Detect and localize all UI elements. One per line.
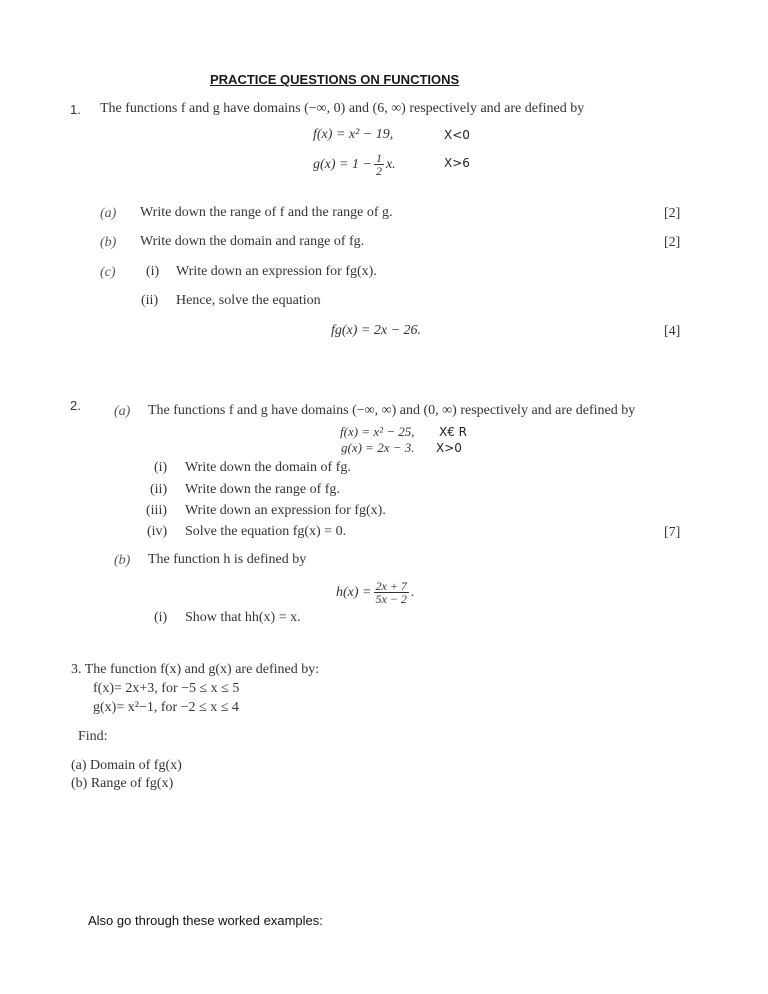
h-lhs: h(x) = [336, 584, 372, 600]
part-text: (a) Domain of fg(x) [71, 758, 182, 773]
g-definition: g(x)= x²−1, for −2 ≤ x ≤ 4 [93, 700, 239, 715]
subpart-number: (iv) [147, 524, 168, 539]
question-intro: The functions f and g have domains (−∞, 0) and (6, ∞) respectively and are defined by [100, 101, 585, 116]
part-text: (b) Range of fg(x) [71, 776, 174, 791]
subpart-text: Write down an expression for fg(x). [185, 503, 386, 518]
marks: [2] [664, 235, 681, 250]
subpart-number: (i) [154, 460, 168, 475]
fraction-denominator: 2 [375, 164, 382, 178]
f-definition: f(x) = x² − 25, [340, 424, 415, 439]
question-intro: The functions f and g have domains (−∞, ∞) and (0, ∞) respectively and are defined by [148, 403, 636, 418]
g-rhs: x. [385, 156, 396, 172]
part-label: (c) [100, 265, 116, 280]
subpart-number: (ii) [141, 293, 159, 308]
fraction-numerator: 2x + 7 [375, 579, 407, 593]
question-number: 1. [70, 102, 81, 117]
handwritten-note: X>6 [444, 156, 470, 170]
marks: [4] [664, 324, 681, 339]
subpart-text: Write down the domain of fg. [185, 460, 351, 475]
part-label: (b) [114, 553, 131, 568]
subpart-number: (iii) [146, 503, 167, 518]
subpart-number: (i) [154, 610, 168, 625]
part-label: (a) [114, 404, 131, 419]
subpart-text: Write down the range of fg. [185, 482, 340, 497]
h-definition [336, 580, 414, 605]
subpart-text: Show that hh(x) = x. [185, 610, 301, 625]
part-label: (a) [100, 206, 117, 221]
marks: [2] [664, 206, 681, 221]
fraction-denominator: 5x − 2 [375, 592, 407, 606]
fraction [374, 152, 384, 177]
fraction-numerator: 1 [375, 151, 382, 165]
f-definition: f(x) = x² − 19, [313, 127, 394, 142]
question-number: 2. [70, 398, 81, 413]
part-text: Write down the domain and range of fg. [140, 234, 365, 249]
fraction [374, 580, 409, 605]
subpart-number: (ii) [150, 482, 168, 497]
subpart-number: (i) [146, 264, 160, 279]
part-label: (b) [100, 235, 117, 250]
part-text: The function h is defined by [148, 552, 307, 567]
handwritten-note: X€ R [439, 425, 468, 439]
marks: [7] [664, 525, 681, 540]
part-text: Write down the range of f and the range of g. [140, 205, 393, 220]
handwritten-note: X<0 [444, 128, 470, 142]
part-text: Hence, solve the equation [176, 293, 321, 308]
subpart-text: Solve the equation fg(x) = 0. [185, 524, 347, 539]
footer-note: Also go through these worked examples: [88, 913, 323, 928]
g-definition: g(x) = 2x − 3. [341, 440, 415, 455]
f-definition: f(x)= 2x+3, for −5 ≤ x ≤ 5 [93, 681, 240, 696]
find-label: Find: [78, 729, 108, 744]
question-intro: 3. The function f(x) and g(x) are defined by: [71, 662, 320, 677]
g-lhs: g(x) = 1 − [313, 156, 372, 172]
part-text: Write down an expression for fg(x). [176, 264, 377, 279]
g-definition [313, 152, 396, 177]
equation: fg(x) = 2x − 26. [331, 323, 422, 338]
handwritten-note: X>0 [436, 441, 462, 455]
page-title: PRACTICE QUESTIONS ON FUNCTIONS [210, 72, 460, 87]
h-end: . [410, 584, 415, 600]
